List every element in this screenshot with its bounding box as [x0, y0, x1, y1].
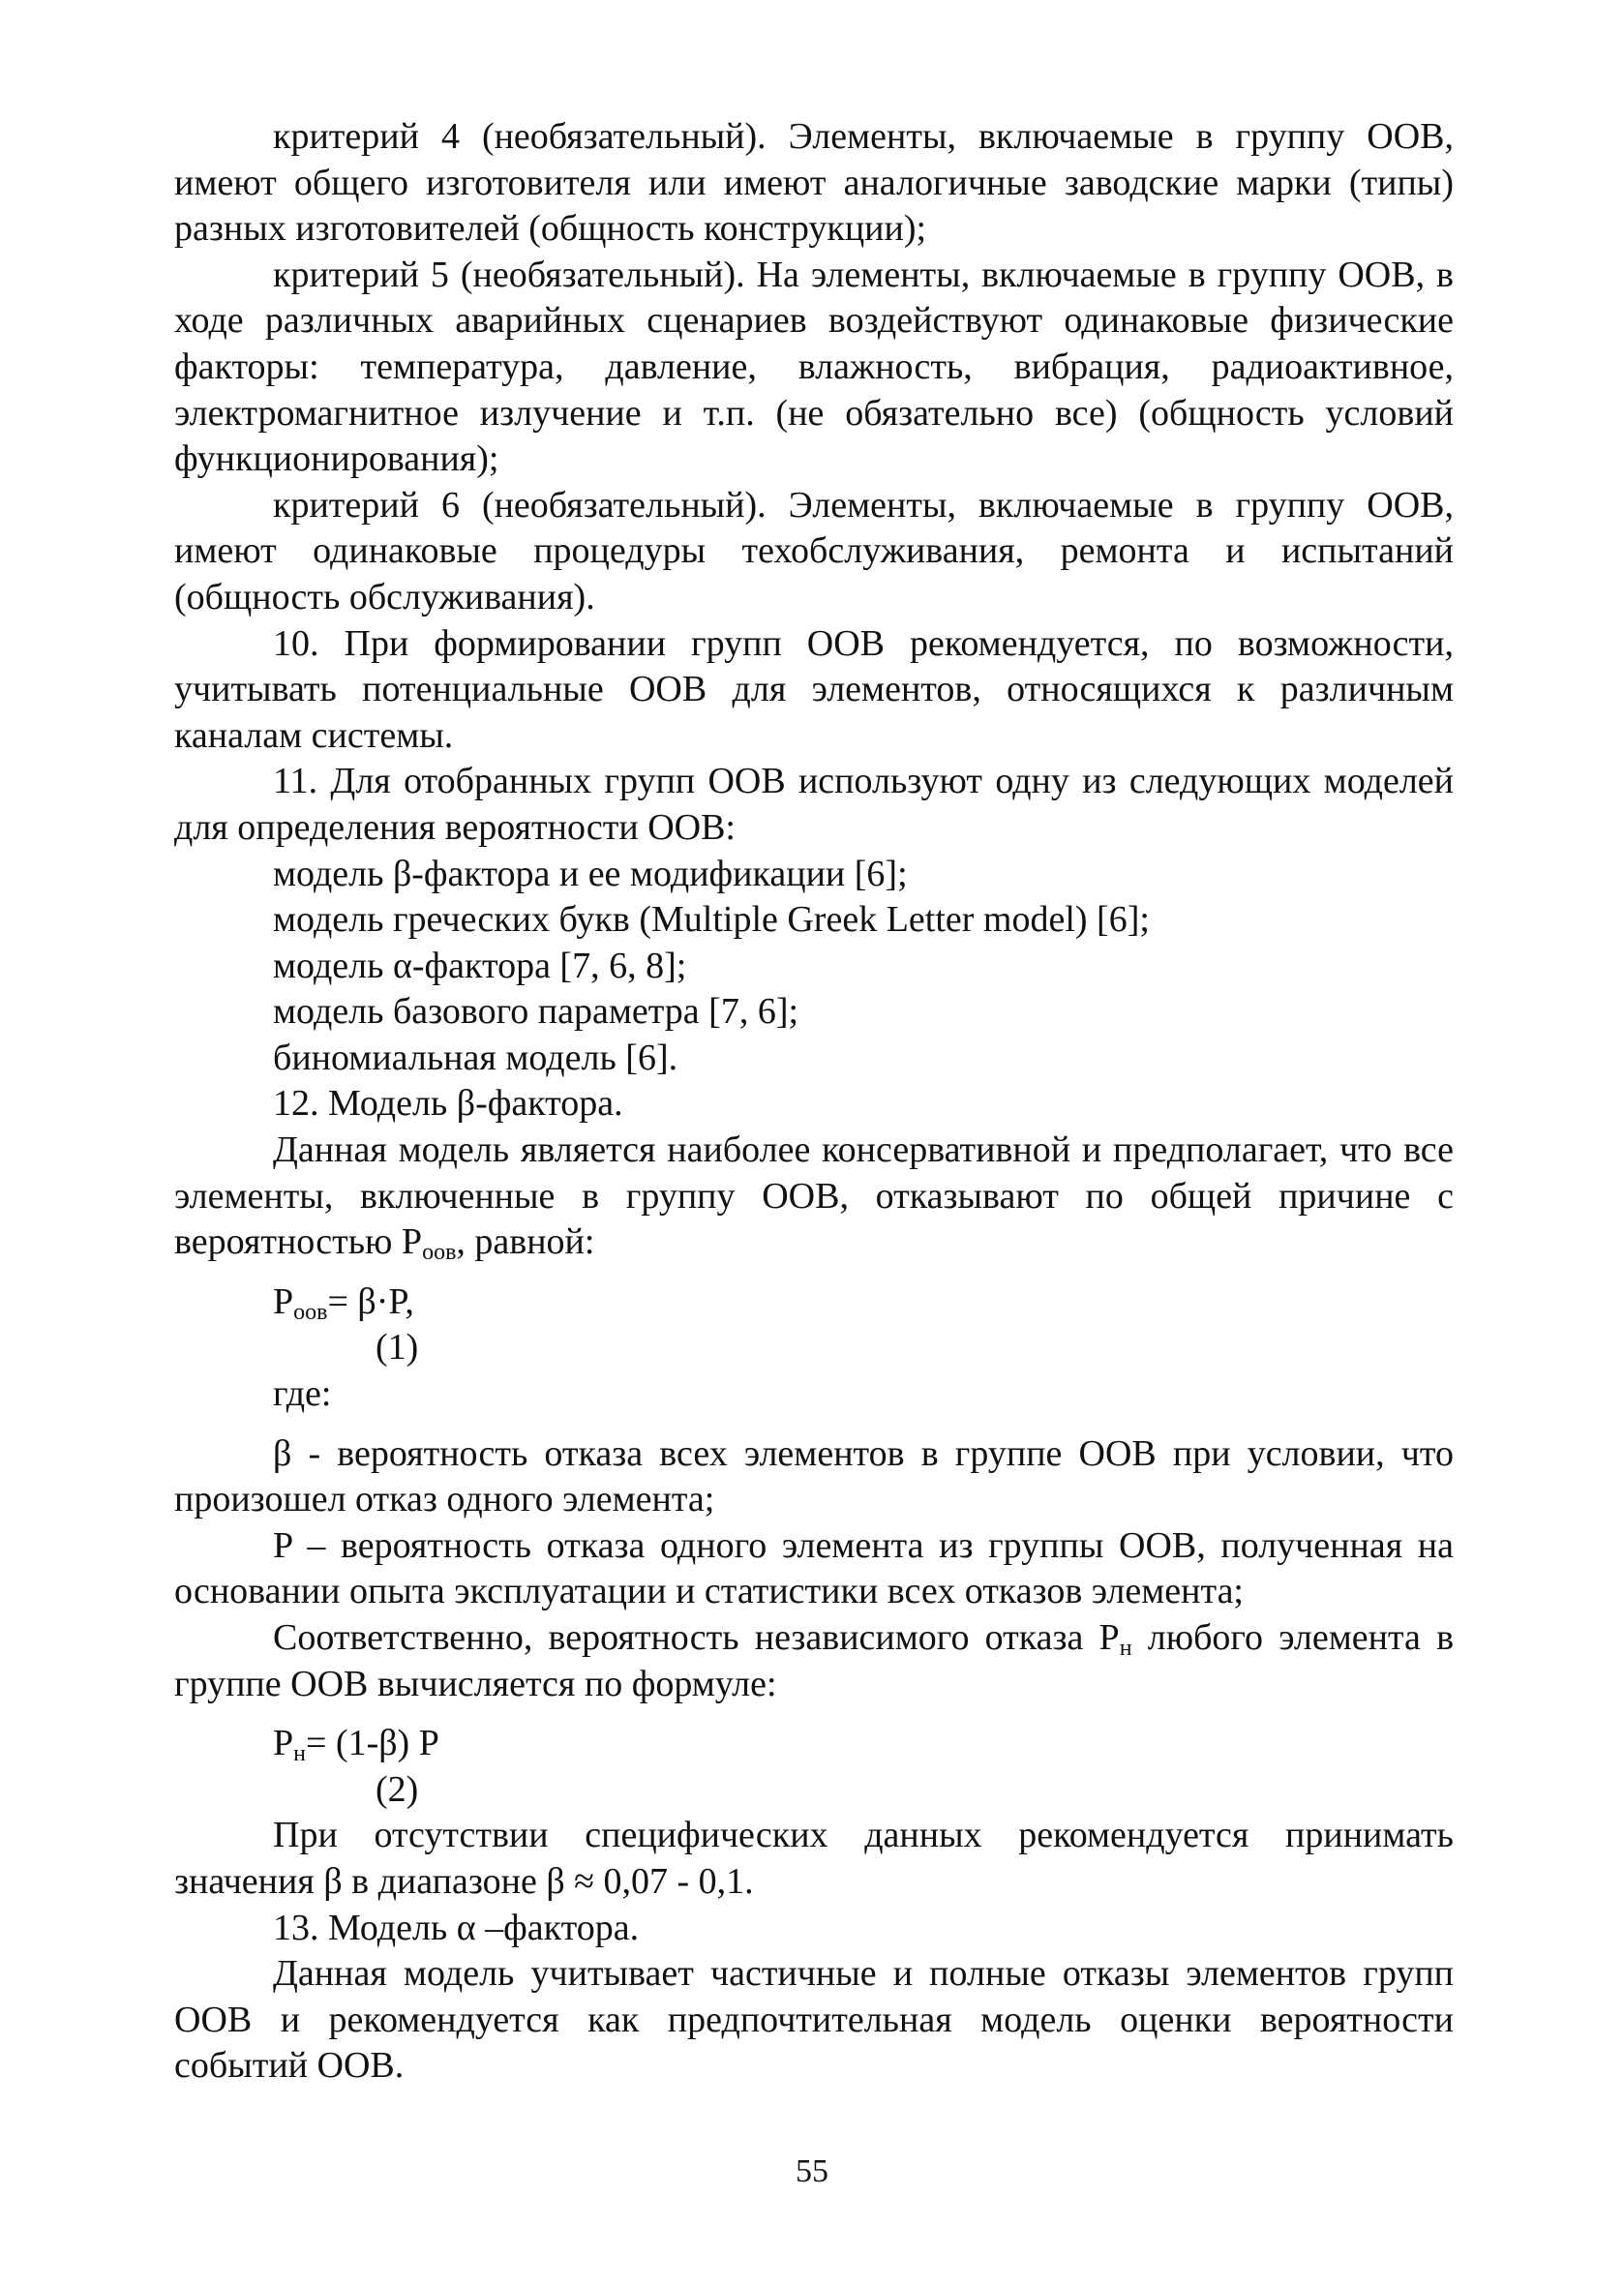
formula-1: $P_{оов}= \beta\cdot P$, [273, 1280, 414, 1325]
heading-item-12: 12. Модель β-фактора. [273, 1083, 623, 1125]
formula-1-number: (1) [376, 1327, 419, 1369]
list-item-model: модель греческих букв (Multiple Greek Letter model) [6]; [273, 899, 1150, 941]
page-number: 55 [796, 2153, 828, 2189]
paragraph-independent-failure: Соответственно, вероятность независимого отказа $P_н$ любого элемента в группе ООВ вычисляется по формуле: [174, 1617, 1455, 1704]
list-item-model: модель β-фактора и ее модификации [6]; [273, 853, 908, 894]
paragraph-alpha-model: Данная модель учитывает частичные и полные отказы элементов групп ООВ и рекомендуется как предпочтительная модель оценки вероятности событий ООВ. [174, 1953, 1454, 2087]
heading-item-13: 13. Модель α –фактора. [273, 1907, 640, 1948]
list-item-model: модель базового параметра [7, 6]; [273, 991, 799, 1033]
page-body [174, 114, 1454, 2090]
formula-2: $P_н= (1-\beta)$ P [273, 1723, 439, 1767]
list-item-model: модель α-фактора [7, 6, 8]; [273, 945, 687, 986]
paragraph-p-definition: P – вероятность отказа одного элемента из группы ООВ, полученная на основании опыта эксплуатации и статистики всех отказов элемента; [174, 1524, 1454, 1612]
paragraph-criterion-5: критерий 5 (необязательный). На элементы, включаемые в группу ООВ, в ходе различных аварийных сценариев воздействуют одинаковые физические факторы: температура, давление, влажность, вибрация, радиоактивное, электромагнитное излучение и т.п. (не обязательно все) (общность условий функционирования); [174, 254, 1454, 480]
list-item-model: биномиальная модель [6]. [273, 1037, 678, 1078]
paragraph-beta-model: Данная модель является наиболее консервативной и предполагает, что все элементы, включенные в группу ООВ, отказывают по общей причине с вероятностью $P_{оов}$, равной: [174, 1129, 1454, 1266]
paragraph-criterion-6: критерий 6 (необязательный). Элементы, включаемые в группу ООВ, имеют одинаковые процедуры техобслуживания, ремонта и испытаний (общность обслуживания). [174, 484, 1454, 617]
paragraph-item-11: 11. Для отобранных групп ООВ используют одну из следующих моделей для определения вероятности ООВ: [174, 761, 1454, 848]
formula-2-number: (2) [376, 1768, 419, 1810]
paragraph-criterion-4: критерий 4 (необязательный). Элементы, включаемые в группу ООВ, имеют общего изготовителя или имеют аналогичные заводские марки (типы) разных изготовителей (общность конструкции); [174, 116, 1454, 250]
paragraph-item-10: 10. При формировании групп ООВ рекомендуется, по возможности, учитывать потенциальные ООВ для элементов, относящихся к различным каналам системы. [174, 622, 1454, 756]
paragraph-beta-definition: β - вероятность отказа всех элементов в группе ООВ при условии, что произошел отказ одного элемента; [174, 1432, 1454, 1520]
where-label: где: [273, 1373, 332, 1415]
paragraph-beta-range: При отсутствии специфических данных рекомендуется принимать значения β в диапазоне β ≈ 0,07 - 0,1. [174, 1815, 1454, 1902]
